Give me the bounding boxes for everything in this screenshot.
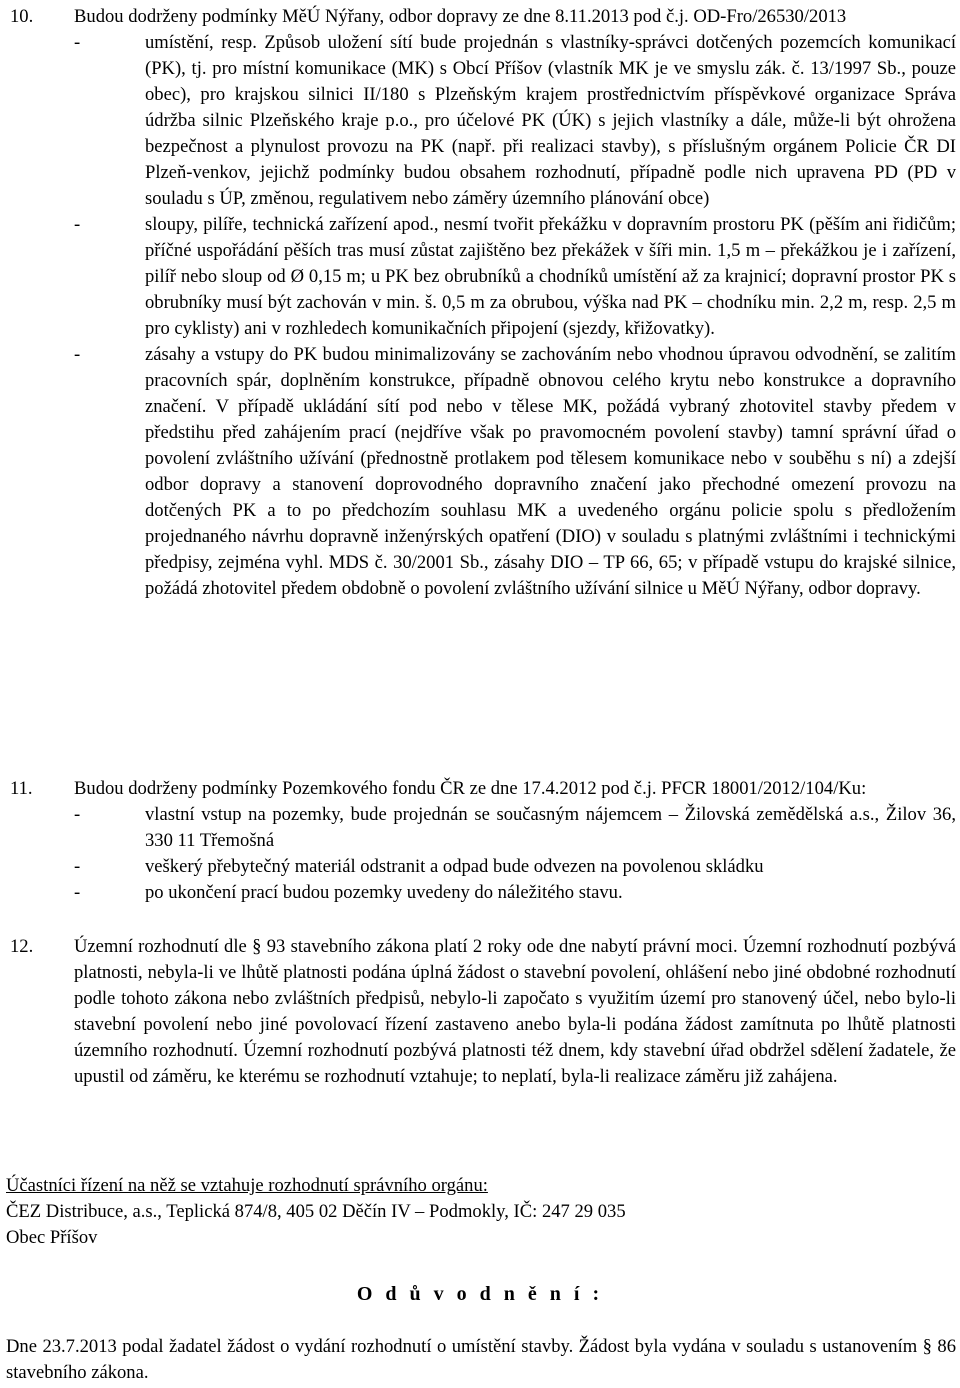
bullet-item <box>74 802 956 854</box>
bullet-dash: - <box>74 32 81 53</box>
participants-heading: Účastníci řízení na něž se vztahuje rozhodnutí správního orgánu: <box>6 1175 488 1196</box>
reasoning-section <box>6 1334 956 1386</box>
bullet-dash: - <box>74 214 81 235</box>
reasoning-paragraph: Dne 23.7.2013 podal žadatel žádost o vydání rozhodnutí o umístění stavby. Žádost byla vydána v souladu s ustanovením § 86 stavebního zákona. <box>6 1336 956 1383</box>
bullet-item <box>74 212 956 342</box>
condition-item-11 <box>10 776 956 906</box>
item-number: 11. <box>10 778 33 799</box>
bullet-text: umístění, resp. Způsob uložení sítí bude projednán s vlastníky-správci dotčených pozemcích komunikací (PK), tj. pro místní komunikace (MK) s Obcí Příšov (vlastník MK je ve smyslu zák. č. 13/1997 Sb., pouze obec), pro krajskou silnici II/180 s Plzeňským krajem prostřednictvím příspěvkové organizace Správa údržba silnic Plzeňského kraje p.o., pro účelové PK (ÚK) s jejich vlastníky a dále, může-li být ohrožena bezpečnost a plynulost provozu na PK (např. při realizaci stavby), s příslušným orgánem Policie ČR DI Plzeň-venkov, jejichž podmínky budou obsahem rozhodnutí, případně podle nich upravena PD (PD v souladu s ÚP, změnou, regulativem nebo záměry územního plánování obce) <box>145 32 956 209</box>
condition-item-12 <box>10 934 956 1090</box>
item-intro: Budou dodrženy podmínky MěÚ Nýřany, odbor dopravy ze dne 8.11.2013 pod č.j. OD-Fro/26530/2013 <box>74 6 847 27</box>
item-number: 12. <box>10 936 34 957</box>
bullet-text: veškerý přebytečný materiál odstranit a odpad bude odvezen na povolenou skládku <box>145 856 764 877</box>
bullet-dash: - <box>74 344 81 365</box>
item-intro: Budou dodrženy podmínky Pozemkového fondu ČR ze dne 17.4.2012 pod č.j. PFCR 18001/2012/104/Ku: <box>74 778 867 799</box>
condition-item-10 <box>10 4 956 602</box>
bullet-dash: - <box>74 882 81 903</box>
bullet-item <box>74 880 956 906</box>
bullet-dash: - <box>74 856 81 877</box>
bullet-text: po ukončení prací budou pozemky uvedeny do náležitého stavu. <box>145 882 623 903</box>
bullet-text: sloupy, pilíře, technická zařízení apod., nesmí tvořit překážku v dopravním prostoru PK (pěším ani řidičům; příčné uspořádání pěších tras musí zůstat zajištěno bez překážek v šíři min. 1,5 m – překážkou je i zařízení, pilíř nebo sloup od Ø 0,15 m; u PK bez obrubníků a chodníků umístění až za krajnicí; dopravní prostor PK s obrubníky musí být zachován v min. š. 0,5 m za obrubou, výška nad PK – chodníku min. 2,2 m, resp. 2,5 m pro cyklisty) ani v rozhledech komunikačních připojení (sjezdy, křižovatky). <box>145 214 956 339</box>
section-heading-reasoning: O d ů v o d n ě n í : <box>356 1283 604 1305</box>
bullet-item <box>74 342 956 602</box>
bullet-text: vlastní vstup na pozemky, bude projednán se současným nájemcem – Žilovská zemědělská a.s., Žilov 36, 330 11 Třemošná <box>145 804 956 851</box>
bullet-item <box>74 854 956 880</box>
participant-line: Obec Příšov <box>6 1227 98 1248</box>
bullet-item <box>74 30 956 212</box>
item-text: Územní rozhodnutí dle § 93 stavebního zákona platí 2 roky ode dne nabytí právní moci. Územní rozhodnutí pozbývá platnosti, nebyla-li ve lhůtě platnosti podána úplná žádost o stavební povolení, ohlášení nebo jiné obdobné rozhodnutí podle tohoto zákona nebo zvláštních předpisů, nebylo-li započato s využitím území pro stanovený účel, nebo bylo-li stavební povolení nebo jiné povolovací řízení zastaveno anebo byla-li podána žádost zamítnuta po lhůtě platnosti územního rozhodnutí. Územní rozhodnutí pozbývá platnosti též dnem, kdy stavební úřad obdržel sdělení žadatele, že upustil od záměru, ke kterému se rozhodnutí vztahuje; to neplatí, byla-li realizace záměru již zahájena. <box>74 936 956 1087</box>
bullet-text: zásahy a vstupy do PK budou minimalizovány se zachováním nebo vhodnou úpravou odvodnění, se zalitím pracovních spár, doplněním konstrukce, případně obnovou celého krytu nebo konstrukce a dopravního značení. V případě ukládání sítí pod nebo v tělese MK, požádá vybraný zhotovitel stavby předem v předstihu před zahájením prací (nejdříve však po pravomocném povolení stavby) tamní správní úřad o povolení zvláštního užívání (přednostně protlakem pod tělesem komunikace nebo v souběhu s ní) a zdejší odbor dopravy a stanovení doprovodného dopravního značení jako přechodné omezení provozu na dotčených PK a to po předchozím souhlasu MK a uvedeného orgánu policie spolu s předložením projednaného návrhu dopravně inženýrských opatření (DIO) v souladu s platnými zvláštními i technickými předpisy, zejména vyhl. MDS č. 30/2001 Sb., zásahy DIO – TP 66, 65; v případě vstupu do krajské silnice, požádá zhotovitel předem obdobně o povolení zvláštního užívání silnice u MěÚ Nýřany, odbor dopravy. <box>145 344 956 599</box>
bullet-dash: - <box>74 804 81 825</box>
participants-section <box>6 1173 956 1251</box>
participant-line: ČEZ Distribuce, a.s., Teplická 874/8, 405 02 Děčín IV – Podmokly, IČ: 247 29 035 <box>6 1201 626 1222</box>
item-number: 10. <box>10 6 34 27</box>
